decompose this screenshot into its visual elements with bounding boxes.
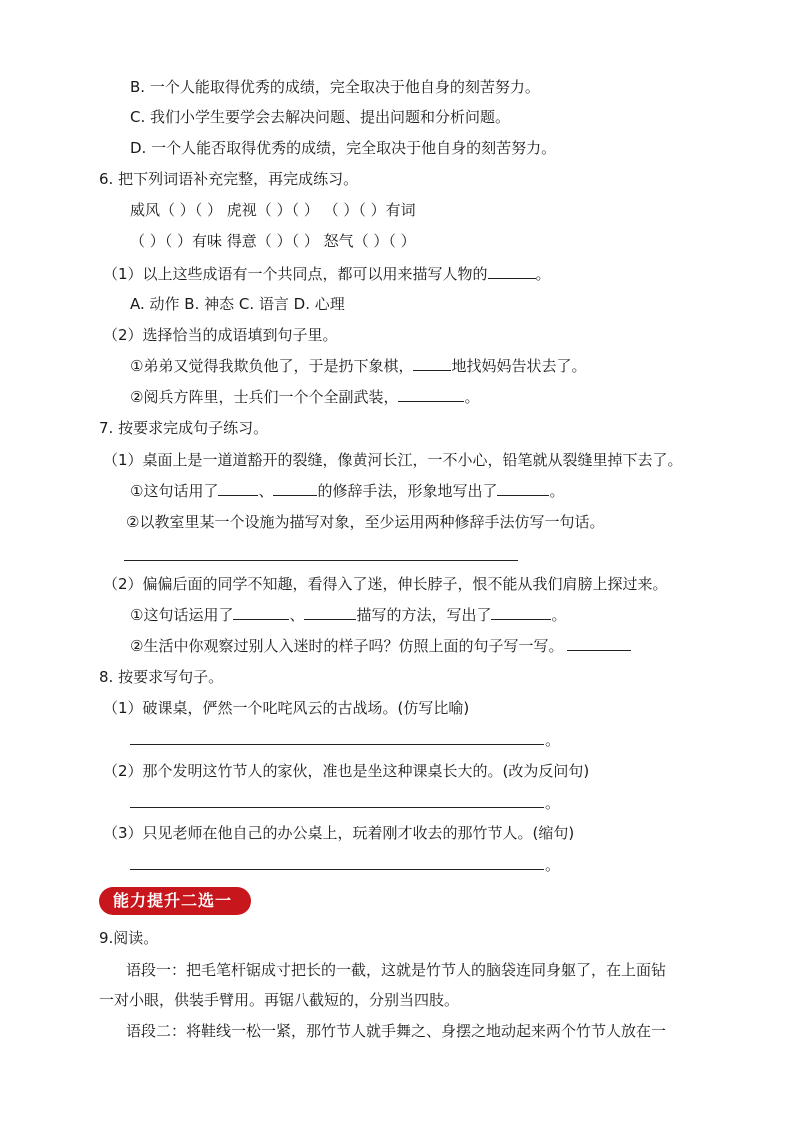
q7-sub1-a-blank2[interactable] (273, 481, 317, 496)
q5-option-d: D. 一个人能否取得优秀的成绩，完全取决于他自身的刻苦努力。 (130, 139, 557, 157)
q7-sub1-a-blank3[interactable] (497, 481, 549, 496)
q7-sub1: （1）桌面上是一道道豁开的裂缝，像黄河长江，一不小心，铅笔就从裂缝里掉下去了。 (103, 451, 683, 469)
q7-sub2-a-mid1: 、 (289, 606, 305, 624)
section-badge-ability: 能力提升二选一 (99, 887, 251, 915)
q6-sub1-blank[interactable] (488, 264, 536, 279)
q7-sub2-a-blank1[interactable] (233, 605, 289, 620)
q7-sub2-b (130, 636, 631, 656)
q6-words-row2: （ ）（ ）有味 得意（ ）（ ） 怒气（ ）（ ） (130, 232, 416, 250)
q6-sub2-b-post: 。 (464, 388, 480, 406)
q9-title: 9.阅读。 (99, 929, 159, 947)
q8-sub1-period: 。 (545, 731, 561, 749)
q7-sub1-b: ②以教室里某一个设施为描写对象，至少运用两种修辞手法仿写一句话。 (126, 513, 605, 531)
q6-sub2-b-pre: ②阅兵方阵里，士兵们一个个全副武装， (130, 388, 399, 406)
q6-sub2-a-post: 地找妈妈告状去了。 (451, 357, 587, 375)
q5-option-c: C. 我们小学生要学会去解决问题、提出问题和分析问题。 (130, 108, 511, 126)
q9-para1-line1: 语段一：把毛笔杆锯成寸把长的一截，这就是竹节人的脑袋连同身躯了，在上面钻 (126, 961, 667, 979)
q6-words-row1: 威风（ ）（ ） 虎视（ ）（ ） （ ）（ ）有词 (130, 201, 416, 219)
q7-sub1-a-blank1[interactable] (218, 481, 258, 496)
q8-sub2-answer-line[interactable] (130, 807, 544, 808)
q7-sub2-b-blank[interactable] (567, 636, 631, 651)
q7-sub2-b-text: ②生活中你观察过别人入迷时的样子吗？仿照上面的句子写一写。 (130, 637, 564, 655)
q7-title: 7. 按要求完成句子练习。 (99, 419, 269, 437)
q7-sub1-b-answer-line[interactable] (124, 560, 518, 561)
q7-sub2-a-blank2[interactable] (304, 605, 356, 620)
q6-title: 6. 把下列词语补充完整，再完成练习。 (99, 170, 359, 188)
q9-para1-line2: 一对小眼，供装手臂用。再锯八截短的，分别当四肢。 (99, 991, 460, 1009)
q8-title: 8. 按要求写句子。 (99, 668, 224, 686)
q6-sub1 (103, 264, 551, 284)
q7-sub2-a (130, 605, 567, 625)
q7-sub1-a-end: 。 (549, 482, 565, 500)
q7-sub2-a-end: 。 (551, 606, 567, 624)
q9-para2-line1: 语段二：将鞋线一松一紧，那竹节人就手舞之、身摆之地动起来两个竹节人放在一 (126, 1022, 667, 1040)
q7-sub1-a-mid2: 的修辞手法，形象地写出了 (317, 482, 498, 500)
q8-sub3-answer-line[interactable] (130, 869, 544, 870)
q6-sub2-a-blank[interactable] (413, 356, 451, 371)
q6-sub2: （2）选择恰当的成语填到句子里。 (103, 326, 338, 344)
q6-sub1-options: A. 动作 B. 神态 C. 语言 D. 心理 (130, 295, 345, 313)
q8-sub3-period: 。 (545, 856, 561, 874)
q6-sub2-a (130, 356, 586, 376)
q7-sub2-a-pre: ①这句话运用了 (130, 606, 234, 624)
q7-sub2-a-blank3[interactable] (491, 605, 551, 620)
q7-sub2-a-mid2: 描写的方法，写出了 (356, 606, 492, 624)
q7-sub2: （2）偏偏后面的同学不知趣，看得入了迷，伸长脖子，恨不能从我们肩膀上探过来。 (103, 575, 668, 593)
q7-sub1-a (130, 481, 565, 501)
q8-sub1-answer-line[interactable] (130, 744, 544, 745)
q6-sub2-b (130, 387, 479, 407)
q6-sub1-text: （1）以上这些成语有一个共同点，都可以用来描写人物的 (103, 265, 488, 283)
q5-option-b: B. 一个人能取得优秀的成绩，完全取决于他自身的刻苦努力。 (130, 78, 540, 96)
q6-sub1-end: 。 (535, 265, 551, 283)
q6-sub2-b-blank[interactable] (398, 387, 464, 402)
q6-sub2-a-pre: ①弟弟又觉得我欺负他了，于是扔下象棋， (130, 357, 414, 375)
q8-sub2: （2）那个发明这竹节人的家伙，准也是坐这种课桌长大的。(改为反问句) (103, 762, 590, 780)
q8-sub3: （3）只见老师在他自己的办公桌上，玩着刚才收去的那竹节人。(缩句) (103, 824, 575, 842)
q7-sub1-a-pre: ①这句话用了 (130, 482, 219, 500)
q7-sub1-a-mid1: 、 (258, 482, 274, 500)
q8-sub2-period: 。 (545, 794, 561, 812)
q8-sub1: （1）破课桌，俨然一个叱咤风云的古战场。(仿写比喻) (103, 699, 470, 717)
